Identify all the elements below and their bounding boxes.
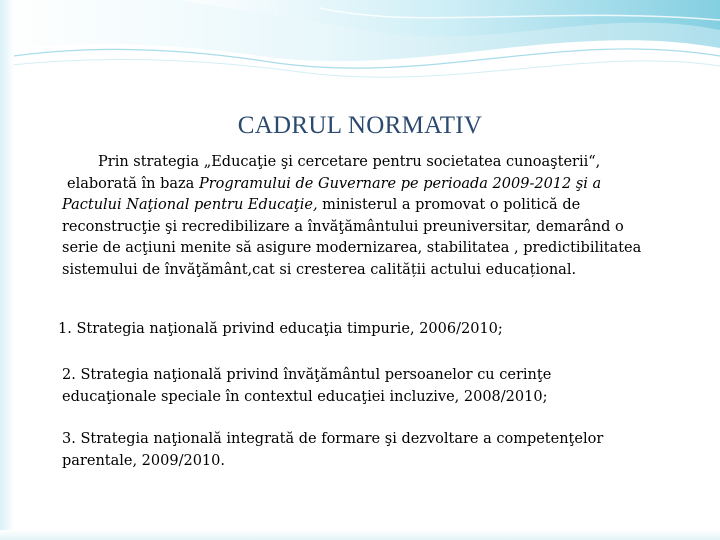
strategy-line: educaţionale speciale în contextul educaţiei incluzive, 2008/2010;: [62, 389, 548, 405]
decorative-left-band: [0, 0, 14, 540]
strategy-line: 1. Strategia naţională privind educaţia timpurie, 2006/2010;: [58, 321, 503, 337]
intro-text: ministerul a promovat o politică de: [317, 197, 581, 213]
strategy-line: 2. Strategia naţională privind învăţământul persoanelor cu cerinţe: [62, 367, 552, 383]
intro-line: reconstrucţie şi recredibilizare a învăţământului preuniversitar, demarând o: [62, 218, 624, 235]
strategy-line: parentale, 2009/2010.: [62, 453, 225, 469]
decorative-wave-header: [0, 0, 720, 110]
strategy-item-3: [62, 428, 682, 472]
strategy-line: 3. Strategia naţională integrată de formare şi dezvoltare a competenţelor: [62, 431, 604, 447]
page-title: CADRUL NORMATIV: [237, 112, 483, 139]
decorative-bottom-band: [0, 530, 720, 540]
intro-line: Prin strategia „Educaţie şi cercetare pentru societatea cunoaşterii“,: [98, 154, 601, 170]
intro-paragraph: [62, 152, 682, 281]
intro-line: serie de acţiuni menite să asigure modernizarea, stabilitatea , predictibilitatea: [62, 240, 642, 256]
intro-italic-text: Programului de Guvernare pe perioada 2009-2012 şi a: [198, 175, 602, 192]
intro-text: elaborată în baza: [67, 175, 199, 192]
strategy-item-1: [58, 318, 678, 340]
intro-line: [62, 174, 682, 196]
intro-italic-text: Pactului Naţional pentru Educaţie,: [62, 197, 318, 213]
intro-line: sistemului de învăţământ,cat si cresterea calității actului educațional.: [62, 261, 577, 278]
strategy-item-2: [62, 364, 682, 408]
intro-line: [62, 195, 682, 217]
